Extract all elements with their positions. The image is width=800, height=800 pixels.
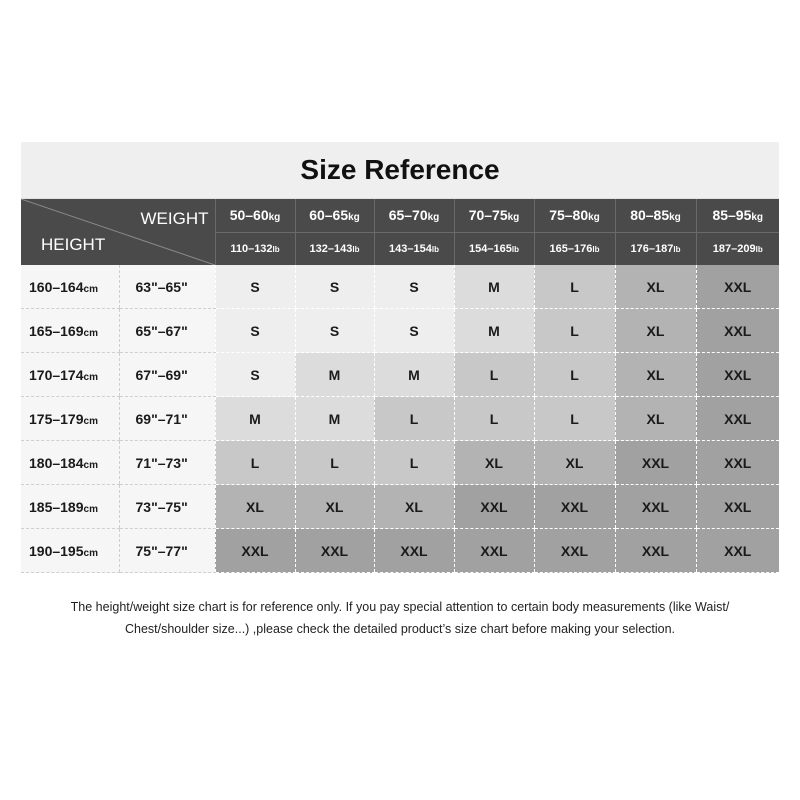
- weight-lb-value: 176–187: [630, 242, 674, 255]
- size-cell: S: [215, 309, 295, 353]
- lb-unit: lb: [272, 244, 280, 254]
- weight-kg-value: 80–85: [630, 207, 670, 224]
- size-cell: XXL: [696, 309, 779, 353]
- kg-unit: kg: [268, 212, 281, 224]
- weight-kg-value: 65–70: [388, 207, 428, 224]
- lb-unit: lb: [511, 244, 519, 254]
- size-cell: XL: [615, 353, 696, 397]
- weight-kg-cell: [454, 199, 534, 232]
- size-cell: M: [215, 397, 295, 441]
- weight-label: WEIGHT: [140, 209, 209, 228]
- kg-unit: kg: [751, 212, 764, 224]
- table-row: [21, 441, 779, 485]
- table-row: [21, 309, 779, 353]
- lb-unit: lb: [592, 244, 600, 254]
- height-inch-cell: 69"–71": [119, 397, 215, 441]
- size-cell: XXL: [696, 353, 779, 397]
- size-cell: S: [374, 265, 454, 309]
- size-cell: XXL: [534, 485, 615, 529]
- note-line: Chest/shoulder size...) ,please check the detailed product’s size chart before making your selection.: [124, 622, 676, 636]
- cm-unit: cm: [83, 283, 98, 295]
- height-inch-cell: 65"–67": [119, 309, 215, 353]
- cm-unit: cm: [83, 327, 98, 339]
- size-cell: S: [215, 353, 295, 397]
- size-cell: M: [295, 353, 374, 397]
- cm-unit: cm: [83, 415, 98, 427]
- size-cell: L: [534, 397, 615, 441]
- weight-kg-value: 50–60: [229, 207, 269, 224]
- height-cm-cell: [21, 353, 119, 397]
- size-table: [21, 199, 779, 573]
- size-cell: XL: [215, 485, 295, 529]
- lb-unit: lb: [673, 244, 681, 254]
- weight-lb-cell: [374, 232, 454, 265]
- table-row: [21, 397, 779, 441]
- weight-lb-value: 143–154: [389, 242, 432, 255]
- size-cell: XXL: [615, 485, 696, 529]
- height-cm-cell: [21, 485, 119, 529]
- weight-kg-value: 70–75: [468, 207, 508, 224]
- weight-kg-cell: [295, 199, 374, 232]
- cm-unit: cm: [83, 547, 98, 559]
- weight-kg-cell: [615, 199, 696, 232]
- chart-title: Size Reference: [21, 142, 779, 199]
- weight-kg-row: [21, 199, 779, 232]
- kg-unit: kg: [348, 212, 360, 224]
- table-row: [21, 265, 779, 309]
- size-cell: M: [454, 309, 534, 353]
- size-cell: L: [374, 441, 454, 485]
- size-cell: XXL: [295, 529, 374, 573]
- size-cell: S: [215, 265, 295, 309]
- size-rows: [21, 265, 779, 573]
- size-cell: S: [295, 309, 374, 353]
- height-cm-value: 190–195: [29, 542, 84, 559]
- weight-lb-value: 132–143: [309, 242, 353, 255]
- kg-unit: kg: [588, 212, 600, 224]
- weight-lb-value: 165–176: [549, 242, 593, 255]
- weight-kg-value: 75–80: [549, 207, 589, 224]
- size-cell: XXL: [696, 397, 779, 441]
- height-inch-cell: 71"–73": [119, 441, 215, 485]
- size-cell: XXL: [615, 441, 696, 485]
- size-cell: M: [374, 353, 454, 397]
- height-inch-cell: 67"–69": [119, 353, 215, 397]
- size-cell: XXL: [534, 529, 615, 573]
- weight-kg-cell: [215, 199, 295, 232]
- size-cell: L: [534, 309, 615, 353]
- size-cell: XXL: [696, 529, 779, 573]
- size-cell: XXL: [374, 529, 454, 573]
- weight-lb-value: 187–209: [712, 242, 756, 255]
- size-cell: XL: [615, 265, 696, 309]
- height-label: HEIGHT: [41, 235, 106, 254]
- weight-lb-cell: [295, 232, 374, 265]
- size-cell: XXL: [696, 265, 779, 309]
- height-cm-value: 185–189: [29, 498, 84, 515]
- size-cell: L: [295, 441, 374, 485]
- size-cell: XXL: [215, 529, 295, 573]
- size-cell: L: [534, 265, 615, 309]
- size-cell: XXL: [696, 441, 779, 485]
- size-cell: L: [215, 441, 295, 485]
- kg-unit: kg: [507, 212, 520, 224]
- height-cm-value: 175–179: [29, 410, 84, 427]
- size-cell: S: [374, 309, 454, 353]
- weight-kg-cell: [696, 199, 779, 232]
- height-cm-cell: [21, 441, 119, 485]
- size-cell: L: [534, 353, 615, 397]
- cm-unit: cm: [83, 503, 98, 515]
- weight-lb-value: 110–132: [230, 242, 273, 255]
- lb-unit: lb: [755, 244, 763, 254]
- kg-unit: kg: [427, 212, 440, 224]
- size-cell: XL: [615, 397, 696, 441]
- height-inch-cell: 73"–75": [119, 485, 215, 529]
- cm-unit: cm: [83, 459, 98, 471]
- table-row: [21, 529, 779, 573]
- weight-lb-cell: [696, 232, 779, 265]
- height-cm-cell: [21, 265, 119, 309]
- height-cm-value: 165–169: [29, 322, 84, 339]
- weight-lb-cell: [215, 232, 295, 265]
- height-cm-cell: [21, 397, 119, 441]
- header-corner: [21, 199, 215, 265]
- size-cell: XXL: [696, 485, 779, 529]
- height-cm-value: 180–184: [29, 454, 84, 471]
- size-cell: M: [454, 265, 534, 309]
- lb-unit: lb: [352, 244, 360, 254]
- note-line: The height/weight size chart is for reference only. If you pay special attention to certain body measurements (like Waist/: [70, 600, 730, 614]
- height-inch-cell: 75"–77": [119, 529, 215, 573]
- size-cell: XL: [295, 485, 374, 529]
- size-cell: XXL: [454, 529, 534, 573]
- weight-lb-cell: [615, 232, 696, 265]
- size-cell: S: [295, 265, 374, 309]
- height-inch-cell: 63"–65": [119, 265, 215, 309]
- size-cell: L: [454, 353, 534, 397]
- reference-note: [20, 596, 780, 640]
- size-cell: XL: [374, 485, 454, 529]
- height-cm-value: 170–174: [29, 366, 84, 383]
- weight-kg-value: 85–95: [712, 207, 752, 224]
- kg-unit: kg: [669, 212, 681, 224]
- height-cm-cell: [21, 529, 119, 573]
- size-cell: XL: [454, 441, 534, 485]
- weight-lb-value: 154–165: [469, 242, 512, 255]
- size-cell: XL: [534, 441, 615, 485]
- size-cell: XXL: [615, 529, 696, 573]
- weight-kg-value: 60–65: [309, 207, 349, 224]
- size-cell: XL: [615, 309, 696, 353]
- size-cell: L: [454, 397, 534, 441]
- table-row: [21, 485, 779, 529]
- height-cm-cell: [21, 309, 119, 353]
- size-cell: XXL: [454, 485, 534, 529]
- weight-kg-cell: [534, 199, 615, 232]
- lb-unit: lb: [431, 244, 439, 254]
- size-chart: [21, 142, 779, 573]
- weight-lb-cell: [454, 232, 534, 265]
- weight-lb-cell: [534, 232, 615, 265]
- size-cell: L: [374, 397, 454, 441]
- cm-unit: cm: [83, 371, 98, 383]
- table-row: [21, 353, 779, 397]
- size-cell: M: [295, 397, 374, 441]
- weight-kg-cell: [374, 199, 454, 232]
- height-cm-value: 160–164: [29, 278, 84, 295]
